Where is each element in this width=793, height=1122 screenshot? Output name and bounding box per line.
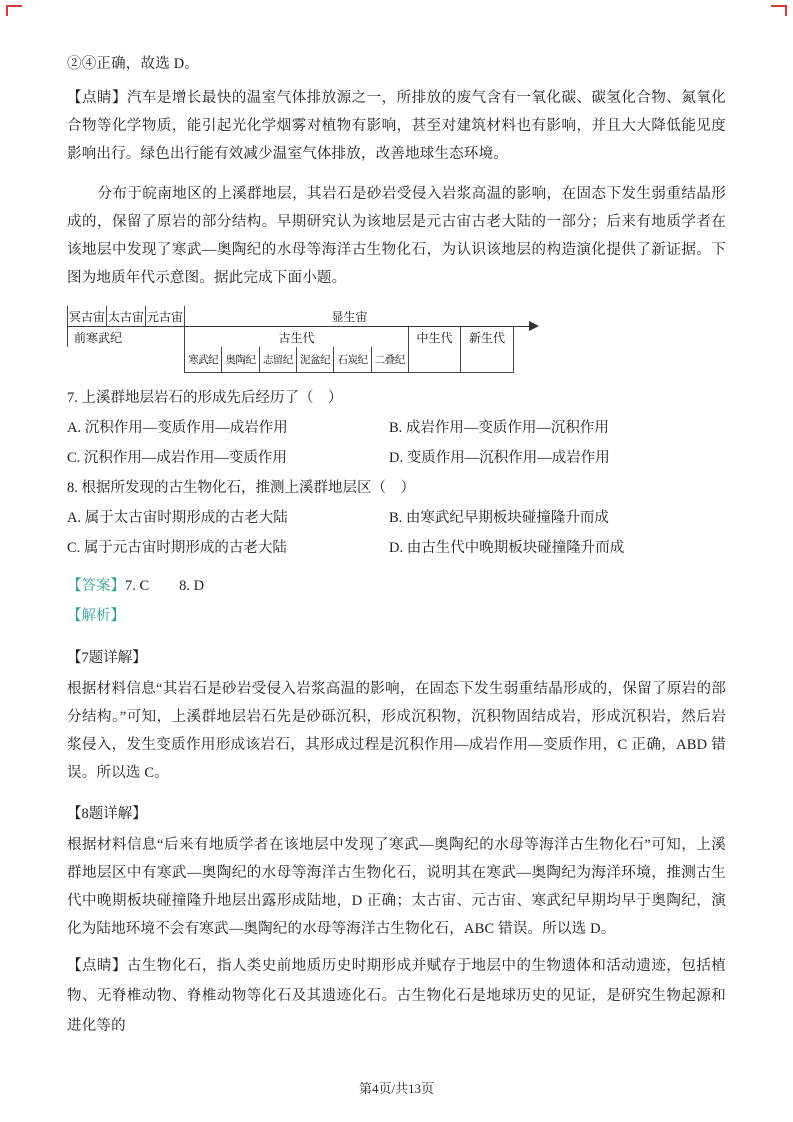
q8-detail-text: 根据材料信息“后来有地质学者在该地层中发现了寒武—奥陶纪的水母等海洋古生物化石”可知，上溪群地层区中有寒武—奥陶纪的水母等海洋古生物化石，说明其在寒武—奥陶纪为海洋环境，推测古生代中晚期板块碰撞隆升地层出露形成陆地，D 正确；太古宙、元古宙、寒武纪早期均早于奥陶纪，演化为陆地环境不会有寒武—奥陶纪的水母等海洋古生物化石，ABC 错误。所以选 D。 [67, 837, 726, 937]
q8-option-d: D. 由古生代中晚期板块碰撞隆升而成 [389, 540, 625, 556]
question-8-stem: 8. 根据所发现的古生物化石，推测上溪群地层区（ ） [67, 480, 415, 496]
q7-detail-text: 根据材料信息“其岩石是砂岩受侵入岩浆高温的影响，在固态下发生弱重结晶形成的，保留了原岩的部分结构。”可知，上溪群地层岩石先是砂砾沉积，形成沉积物，沉积物固结成岩，形成沉积岩，然后岩浆侵入，发生变质作用形成该岩石，其形成过程是沉积作用—成岩作用—变质作用，C 正确，ABD 错误。所以选 C。 [67, 681, 726, 781]
q8-option-a: A. 属于太古宙时期形成的古老大陆 [67, 510, 288, 526]
period-devonian: 泥盆纪 [297, 347, 334, 372]
q7-option-c: C. 沉积作用—成岩作用—变质作用 [67, 450, 287, 466]
answer-q7: 7. C [125, 578, 150, 594]
geologic-timeline-diagram [67, 306, 539, 373]
era-row [185, 327, 514, 347]
answer-line [67, 571, 726, 601]
crop-mark-top-right-icon [771, 5, 787, 16]
q8-detail-title: 【8题详解】 [67, 806, 147, 822]
phanerozoic-block [184, 327, 514, 373]
mesozoic-lower-cell [409, 347, 461, 372]
crop-mark-top-left-icon [6, 5, 22, 16]
period-row [185, 347, 514, 373]
q8-option-c: C. 属于元古宙时期形成的古老大陆 [67, 540, 287, 556]
document-page-content [67, 50, 726, 1041]
era-mesozoic: 中生代 [409, 327, 461, 347]
eon-row [67, 306, 514, 326]
analysis-tag: 【解析】 [67, 608, 125, 624]
question-8-options [67, 503, 726, 563]
period-silurian: 志留纪 [260, 347, 297, 372]
cenozoic-lower-cell [461, 347, 514, 372]
era-period-rows [67, 327, 514, 373]
q7-option-b: B. 成岩作用—变质作用—沉积作用 [389, 420, 609, 436]
q8-option-b: B. 由寒武纪早期板块碰撞隆升而成 [389, 510, 609, 526]
dianjing-note-1: 【点睛】汽车是增长最快的温室气体排放源之一，所排放的废气含有一氧化碳、碳氢化合物、氮氧化合物等化学物质，能引起光化学烟雾对植物有影响，甚至对建筑材料也有影响，并且大大降低能见度影响出行。绿色出行能有效减少温室气体排放，改善地球生态环境。 [67, 90, 726, 162]
timeline-axis [67, 326, 530, 327]
answer-q8: 8. D [179, 578, 205, 594]
eon-archean: 太古宙 [107, 306, 146, 326]
eon-proterozoic: 元古宙 [146, 306, 185, 326]
period-cambrian: 寒武纪 [185, 347, 222, 372]
answer-tag: 【答案】 [67, 578, 125, 594]
prev-answer-conclusion: ②④正确，故选 D。 [67, 56, 200, 72]
era-cenozoic: 新生代 [461, 327, 514, 347]
question-7-stem: 7. 上溪群地层岩石的形成先后经历了（ ） [67, 390, 343, 406]
period-permian: 二叠纪 [372, 347, 409, 372]
dianjing-note-2: 【点睛】古生物化石，指人类史前地质历史时期形成并赋存于地层中的生物遗体和活动遗迹，包括植物、无脊椎动物、脊椎动物等化石及其遗迹化石。古生物化石是地球历史的见证，是研究生物起源和进化等的 [67, 958, 726, 1034]
q7-option-a: A. 沉积作用—变质作用—成岩作用 [67, 420, 288, 436]
eon-hadean: 冥古宙 [68, 306, 107, 326]
q7-detail-title: 【7题详解】 [67, 650, 147, 666]
eon-phanerozoic: 显生宙 [331, 309, 368, 324]
period-ordovician: 奥陶纪 [222, 347, 259, 372]
reading-material-paragraph: 分布于皖南地区的上溪群地层，其岩石是砂岩受侵入岩浆高温的影响，在固态下发生弱重结晶形成的，保留了原岩的部分结构。早期研究认为该地层是元古宙古老大陆的一部分；后来有地质学者在该地层中发现了寒武—奥陶纪的水母等海洋古生物化石，为认识该地层的构造演化提供了新证据。下图为地质年代示意图。据此完成下面小题。 [67, 186, 726, 286]
period-carboniferous: 石炭纪 [334, 347, 371, 372]
era-precambrian: 前寒武纪 [67, 327, 184, 347]
page-number-footer: 第4页/共13页 [358, 1081, 435, 1096]
question-7-options [67, 413, 726, 473]
era-paleozoic: 古生代 [185, 327, 409, 347]
q7-option-d: D. 变质作用—沉积作用—成岩作用 [389, 450, 610, 466]
timeline-arrow-icon [529, 321, 539, 331]
